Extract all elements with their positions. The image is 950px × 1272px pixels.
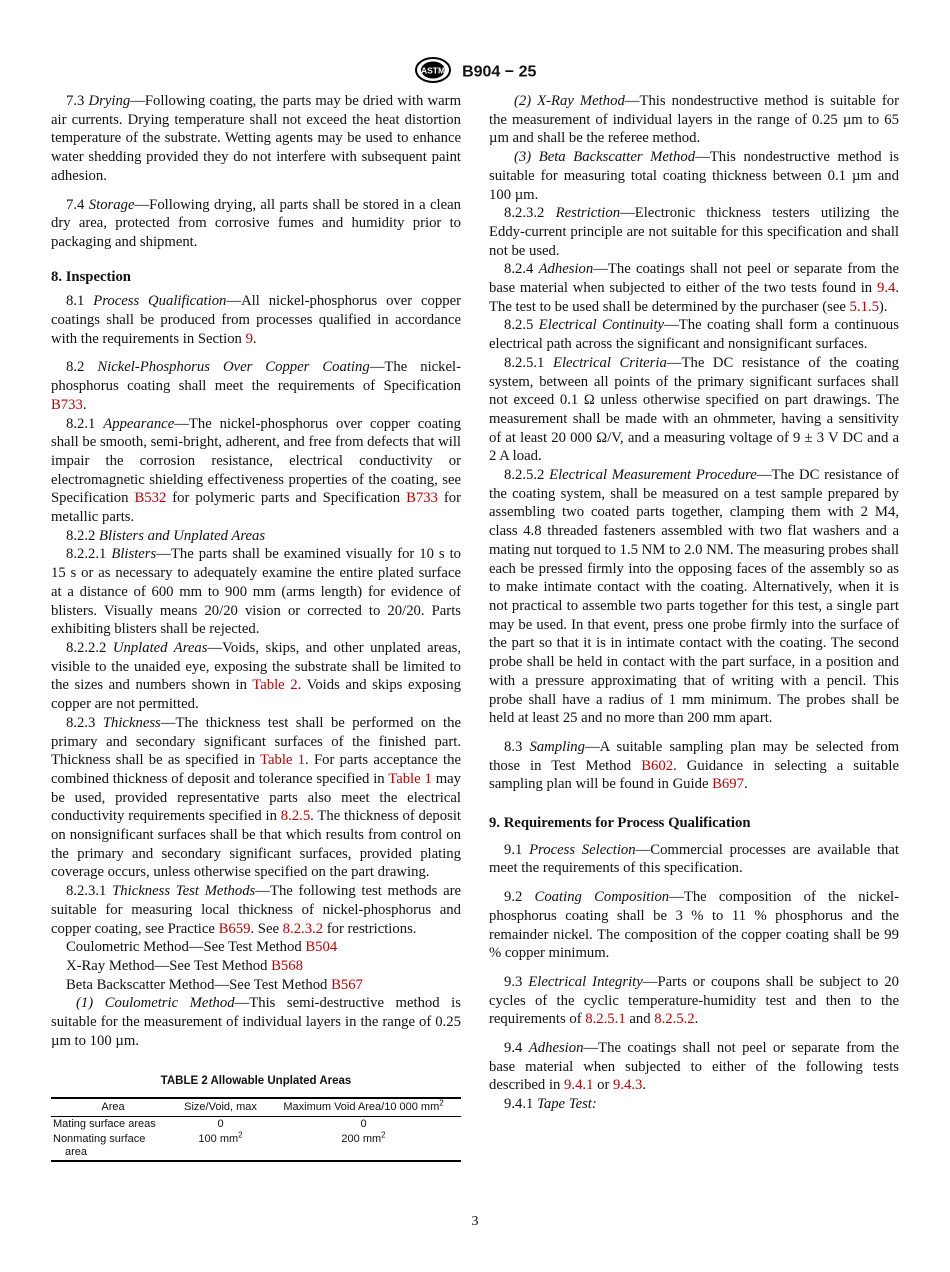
para-8-1: 8.1 Process Qualification—All nickel-phosphorus over copper coatings shall be produced from processes qualified in accordance with the requirements in Section 9. [51,293,461,347]
para-beta: (3) Beta Backscatter Method—This nondestructive method is suitable for measuring total coating thickness between 0.1 µm and 100 µm. [489,149,899,203]
ref-link[interactable]: B697 [712,776,744,793]
ref-link[interactable]: 9 [245,330,253,347]
page-header [0,56,950,89]
para-8-2: 8.2 Nickel-Phosphorus Over Copper Coating—The nickel-phosphorus coating shall meet the requirements of Specification B733. [51,359,461,413]
table-header: Maximum Void Area/10 000 $mm^2$ [283,1098,444,1114]
para-8-2-2-2: 8.2.2.2 Unplated Areas—Voids, skips, and other unplated areas, visible to the unaided eye, exposing the substrate shall be limited to the sizes and numbers shown in Table 2. Voids and skips exposing copper are not permitted. [51,639,461,713]
para-8-2-3-1: 8.2.3.1 Thickness Test Methods—The following test methods are suitable for measuring local thickness of nickel-phosphorus and copper coating, see Practice B659. See 8.2.3.2 for restrictions. [51,883,461,937]
left-column [51,92,461,1162]
svg-text:ASTM: ASTM [420,65,445,76]
method-list-item: X-Ray Method—See Test Method B568 [66,957,303,974]
para-9-3: 9.3 Electrical Integrity—Parts or coupons shall be subject to 20 cycles of the cyclic temperature-humidity test and then to the requirements of 8.2.5.1 and 8.2.5.2. [489,973,899,1028]
para-xray: (2) X-Ray Method—This nondestructive method is suitable for the measurement of individual layers in the range of 0.25 µm to 65 µm and shall be the referee method. [489,93,899,147]
ref-link[interactable]: 8.2.5.2 [654,1011,695,1028]
ref-link[interactable]: 9.4.3 [613,1077,643,1094]
para-8-2-5: 8.2.5 Electrical Continuity—The coating shall form a continuous electrical path across the significant and nonsignificant surfaces. [489,317,899,353]
para-7-4: 7.4 Storage—Following drying, all parts shall be stored in a clean dry area, protected from corrosive fumes and humidity prior to packaging and shipment. [51,196,461,250]
method-list-item: Beta Backscatter Method—See Test Method B567 [66,976,363,993]
ref-link[interactable]: B733 [406,490,438,507]
para-coulometric: (1) Coulometric Method—This semi-destructive method is suitable for the measurement of individual layers in the range of 0.25 µm to 100 µm. [51,995,461,1049]
para-9-4: 9.4 Adhesion—The coatings shall not peel or separate from the base material when subjected to either of the following tests described in 9.4.1 or 9.4.3. [489,1040,900,1094]
table-cell: 0 [360,1118,367,1131]
ref-link[interactable]: 5.1.5 [849,298,879,315]
ref-link[interactable]: B567 [331,976,363,993]
ref-link[interactable]: Table 2 [252,677,298,694]
para-8-2-3-2: 8.2.3.2 Restriction—Electronic thickness testers utilizing the Eddy-current principle are not suitable for this specification and shall not be used. [489,205,900,259]
ref-link[interactable]: 9.4.1 [564,1077,594,1094]
ref-link[interactable]: 8.2.3.2 [282,920,324,937]
table-row [51,1117,461,1133]
ref-link[interactable]: B568 [271,957,303,974]
table-header: Size/Void, max [184,1101,257,1114]
section-8-heading: 8. Inspection [51,268,131,285]
para-8-2-1: 8.2.1 Appearance—The nickel-phosphorus over copper coating shall be smooth, semi-bright, adherent, and free from defects that will impair the corrosion resistance, electrical conductivity or electromagnetic shielding effectiveness properties of the coating, see Specification B532 for polymeric parts and Specification B733 for metallic parts. [51,415,461,526]
ref-link[interactable]: 8.2.5.1 [585,1011,626,1028]
table-2 [51,1097,461,1162]
table-cell: 200 $mm^2$ [341,1130,386,1146]
table-header: Area [101,1101,125,1114]
section-9-heading: 9. Requirements for Process Qualification [489,815,751,832]
method-list-item: Coulometric Method—See Test Method B504 [66,939,338,956]
document-id: B904 − 25 [462,63,537,81]
table-2-title: TABLE 2 Allowable Unplated Areas [160,1075,352,1088]
para-8-2-5-1: 8.2.5.1 Electrical Criteria—The DC resistance of the coating system, between all points of the primary significant surfaces shall not exceed 0.1 Ω unless otherwise specified on part drawings. The measurement shall be made with an ohmmeter, having a sensitivity of at least 20 000 Ω/V, and a measuring voltage of 9 ± 3 V DC and a 2 A load. [489,354,900,465]
para-9-1: 9.1 Process Selection—Commercial processes are available that meet the requirements of this specification. [489,841,899,877]
para-8-3: 8.3 Sampling—A suitable sampling plan may be selected from those in Test Method B602. Guidance in selecting a suitable sampling plan will be found in Guide B697. [489,738,899,793]
ref-link[interactable]: 9.4 [876,280,896,297]
page-number: 3 [471,1214,479,1229]
right-column [489,92,899,1114]
para-7-3: 7.3 Drying—Following coating, the parts may be dried with warm air currents. Drying temperature shall not exceed the heat distortion temperature of the substrate. Wetting agents may be used to enhance water shedding provided they do not interfere with subsequent paint adhesion. [51,93,462,184]
para-8-2-5-2: 8.2.5.2 Electrical Measurement Procedure—The DC resistance of the coating system, shall be measured on a test sample prepared by assembling two coated parts together, clamping them with 2 M4, class 4.8 threaded fasteners assembled with two flat washers and a mating nut torqued to 1.5 NM to 2.0 NM. The measuring probes shall each be pressed firmly into the opposing faces of the assembly so as to make intimate contact with the coating. Alternatively, when it is not practical to assemble two parts together for this test, a single part may be used. In that event, press one probe firmly into the surface of the part so that it is in intimate contact with the coating. The second probe shall be held in contact with the part surface, in a position and with a pressure approximating that of writing with a pencil. This probe shall have a radius of 1 mm minimum. The probes shall be held at least 25 and no more than 200 mm apart. [489,467,899,727]
ref-link[interactable]: B733 [51,396,83,413]
table-cell: Nonmating surface area [53,1133,146,1159]
ref-link[interactable]: B602 [641,757,674,774]
ref-link[interactable]: Table 1 [260,752,306,769]
table-cell: 100 $mm^2$ [198,1130,243,1146]
ref-link[interactable]: 8.2.5 [280,808,311,825]
ref-link[interactable]: B532 [134,490,167,507]
para-8-2-2: 8.2.2 Blisters and Unplated Areas [66,527,266,544]
table-cell: 0 [217,1118,224,1131]
para-9-2: 9.2 Coating Composition—The composition of the nickel-phosphorus coating shall be 3 % to 11 % phosphorus and the remainder nickel. The composition of the copper coating shall be 99 % copper minimum. [489,889,899,962]
para-8-2-4: 8.2.4 Adhesion—The coatings shall not peel or separate from the base material when subjected to either of the two tests found in 9.4. The test to be used shall be determined by the purchaser (see 5.1.5). [489,261,899,315]
astm-logo [414,56,452,89]
ref-link[interactable]: Table 1 [388,770,432,787]
table-cell: Mating surface areas [53,1118,156,1131]
para-8-2-3: 8.2.3 Thickness—The thickness test shall be performed on the primary and secondary significant surfaces of the finished part. Thickness shall be as specified in Table 1. For parts acceptance the combined thickness of deposit and tolerance specified in Table 1 may be used, provided representative parts also meet the electrical conductivity requirements specified in 8.2.5. The thickness of deposit on nonsignificant surfaces shall be that which results from control on the primary and secondary significant surfaces, provided plating coverage occurs, unless otherwise specified on the part drawing. [51,714,462,881]
para-8-2-2-1: 8.2.2.1 Blisters—The parts shall be examined visually for 10 s to 15 s or as necessary to adequately examine the entire plated surface at a distance of 600 mm to 900 mm (arms length) for evidence of blisters. Visually means 20/20 vision or corrected to 20/20. Parts exhibiting blisters shall be rejected. [51,546,462,638]
para-9-4-1: 9.4.1 Tape Test: [504,1096,597,1113]
ref-link[interactable]: B659 [218,920,251,937]
table-row [51,1132,461,1161]
ref-link[interactable]: B504 [305,939,338,956]
